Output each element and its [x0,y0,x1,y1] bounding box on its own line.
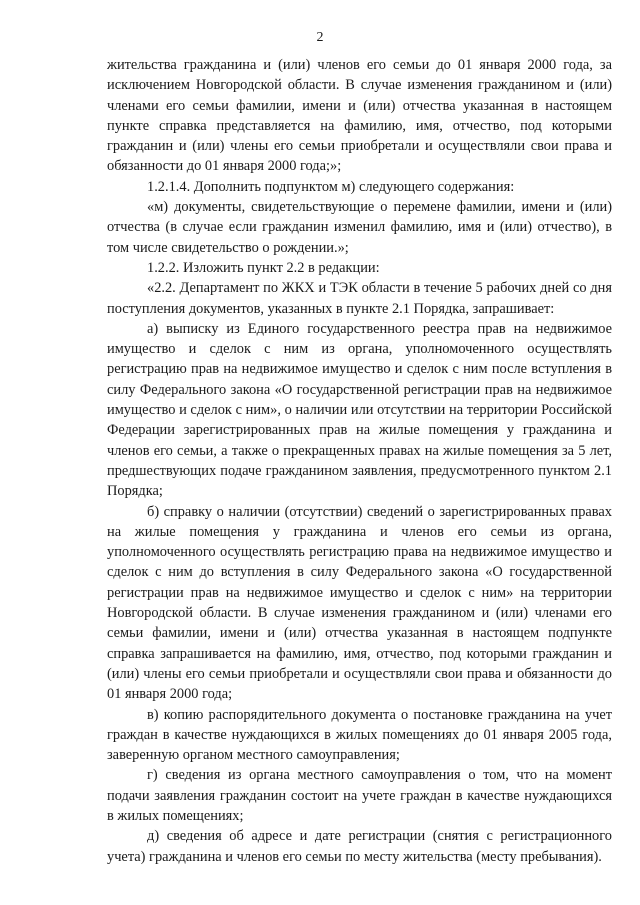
paragraph-subitem-v: в) копию распорядительного документа о постановке гражданина на учет граждан в качестве нуждающихся в жилых помещениях до 01 января 2005 года, заверенную органом местного самоуправления; [107,706,612,764]
paragraph-clause-2-2: «2.2. Департамент по ЖКХ и ТЭК области в течение 5 рабочих дней со дня поступления документов, указанных в пункте 2.1 Порядка, запрашивает: [107,280,612,317]
paragraph-item-1-2-1-4: 1.2.1.4. Дополнить подпунктом м) следующего содержания: [147,178,515,195]
paragraph-subitem-b: б) справку о наличии (отсутствии) сведений о зарегистрированных правах на жилые помещения у гражданина и членов его семьи из органа, уполномоченного осуществлять регистрацию права на недвижимое имущество и сделок с ним до вступления в силу Федерального закона «О государственной регистрации прав на недвижимое имущество и сделок с ним» на территории Новгородской области. В случае изменения гражданином и (или) членами его семьи фамилии, имени и (или) отчества указанная в настоящем подпункте справка запрашивается на фамилию, имя, отчество, под которыми гражданин и (или) члены его семьи приобретали и осуществляли свои права и обязанности до 01 января 2000 года; [107,503,612,703]
paragraph-subitem-a: а) выписку из Единого государственного реестра прав на недвижимое имущество и сделок с ним из органа, уполномоченного осуществлять регистрацию прав на недвижимое имущество и сделок с ним после вступления в силу Федерального закона «О государственной регистрации прав на недвижимое имущество и сделок с ним», о наличии или отсутствии на территории Российской Федерации зарегистрированных прав на жилые помещения у гражданина и членов его семьи, а также о прекращенных правах на жилые помещения за 5 лет, предшествующих подаче гражданином заявления, предусмотренного пунктом 2.1 Порядка; [107,320,612,500]
paragraph-continuation: жительства гражданина и (или) членов его семьи до 01 января 2000 года, за исключением Новгородской области. В случае изменения гражданином и (или) членами его семьи фамилии, имени и (или) отчества указанная в настоящем пункте справка представляется на фамилию, имя, отчество, под которыми гражданин и (или) члены его семьи приобретали и осуществляли свои права и обязанности до 01 января 2000 года;»; [107,57,612,175]
paragraph-item-1-2-2: 1.2.2. Изложить пункт 2.2 в редакции: [147,259,380,276]
paragraph-subitem-m: «м) документы, свидетельствующие о перемене фамилии, имени и (или) отчества (в случае если гражданин изменил фамилию, имя и (или) отчество), в том числе свидетельство о рождении.»; [107,199,612,256]
document-body [107,55,612,867]
paragraph-subitem-d: д) сведения об адресе и дате регистрации (снятия с регистрационного учета) гражданина и членов его семьи по месту жительства (месту пребывания). [107,828,612,865]
page-number: 2 [316,30,324,45]
paragraph-subitem-g: г) сведения из органа местного самоуправления о том, что на момент подачи заявления гражданин состоит на учете граждан в качестве нуждающихся в жилых помещениях; [107,767,612,824]
